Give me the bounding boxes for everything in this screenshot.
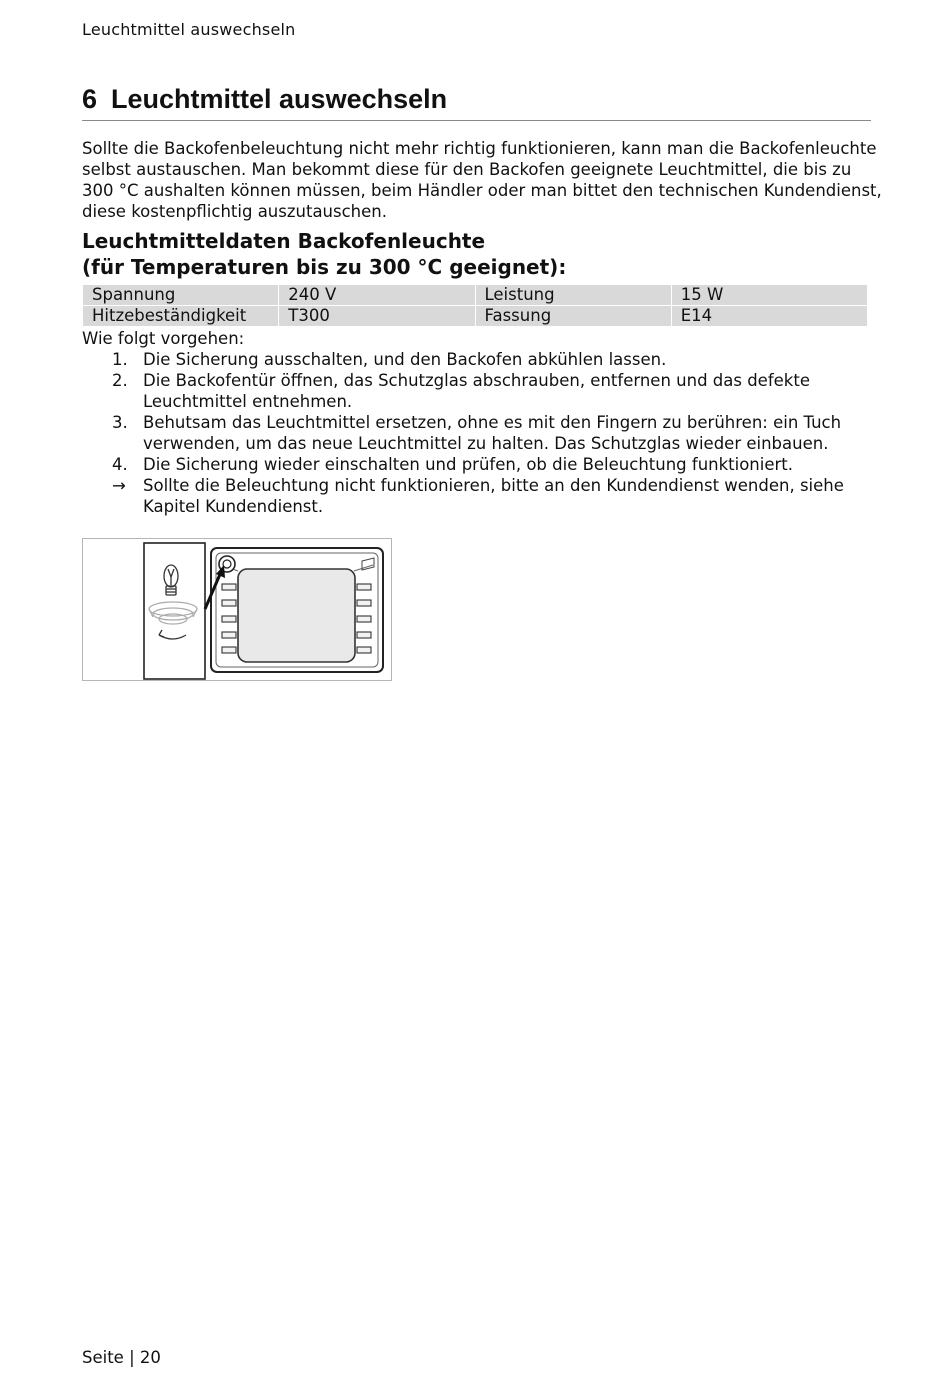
step-text: Die Sicherung wieder einschalten und prüfen, ob die Beleuchtung funktioniert. — [143, 455, 794, 474]
intro-paragraph: Sollte die Backofenbeleuchtung nicht mehr richtig funktionieren, kann man die Backofenleuchte selbst austauschen. Man bekommt diese für den Backofen geeignete Leuchtmittel, die bis zu 300 °C aushalten können müssen, beim Händler oder man bittet den technischen Kundendienst, diese kostenpflichtig auszutauschen. — [82, 139, 882, 221]
step-marker: 4. — [112, 455, 128, 474]
list-item — [112, 412, 852, 454]
table-row — [83, 306, 867, 326]
lamp-spec-table — [82, 284, 868, 327]
step-marker: 2. — [112, 371, 128, 390]
running-header: Leuchtmittel auswechseln — [82, 20, 296, 39]
step-marker: 3. — [112, 413, 128, 432]
oven-lamp-illustration — [82, 538, 392, 681]
spec-value: E14 — [672, 306, 867, 326]
oven-lamp-replacement-icon — [83, 539, 391, 680]
spec-label: Fassung — [476, 306, 671, 326]
page-number: Seite | 20 — [82, 1348, 161, 1367]
procedure-steps — [112, 349, 852, 517]
spec-label: Spannung — [83, 285, 278, 305]
procedure-intro: Wie folgt vorgehen: — [82, 329, 245, 348]
chapter-title — [82, 82, 871, 121]
chapter-title-text: Leuchtmittel auswechseln — [111, 84, 448, 114]
oven-cavity-icon — [211, 548, 383, 672]
arrow-icon: → — [112, 476, 126, 495]
table-row — [83, 285, 867, 305]
chapter-number: 6 — [82, 84, 98, 114]
spec-value: T300 — [279, 306, 474, 326]
step-text: Sollte die Beleuchtung nicht funktionieren, bitte an den Kundendienst wenden, siehe Kapitel Kundendienst. — [143, 476, 844, 516]
list-item — [112, 349, 852, 370]
list-item — [112, 475, 852, 517]
step-marker: 1. — [112, 350, 128, 369]
lamp-data-heading — [82, 228, 566, 280]
spec-value: 15 W — [672, 285, 867, 305]
step-text: Die Sicherung ausschalten, und den Backofen abkühlen lassen. — [143, 350, 667, 369]
spec-label: Leistung — [476, 285, 671, 305]
spec-value: 240 V — [279, 285, 474, 305]
list-item — [112, 370, 852, 412]
list-item — [112, 454, 852, 475]
step-text: Die Backofentür öffnen, das Schutzglas abschrauben, entfernen und das defekte Leuchtmittel entnehmen. — [143, 371, 810, 411]
lamp-data-heading-line2: (für Temperaturen bis zu 300 °C geeignet): — [82, 255, 567, 279]
lamp-data-heading-line1: Leuchtmitteldaten Backofenleuchte — [82, 229, 486, 253]
spec-label: Hitzebeständigkeit — [83, 306, 278, 326]
step-text: Behutsam das Leuchtmittel ersetzen, ohne es mit den Fingern zu berühren: ein Tuch verwenden, um das neue Leuchtmittel zu halten. Das Schutzglas wieder einbauen. — [143, 413, 842, 453]
